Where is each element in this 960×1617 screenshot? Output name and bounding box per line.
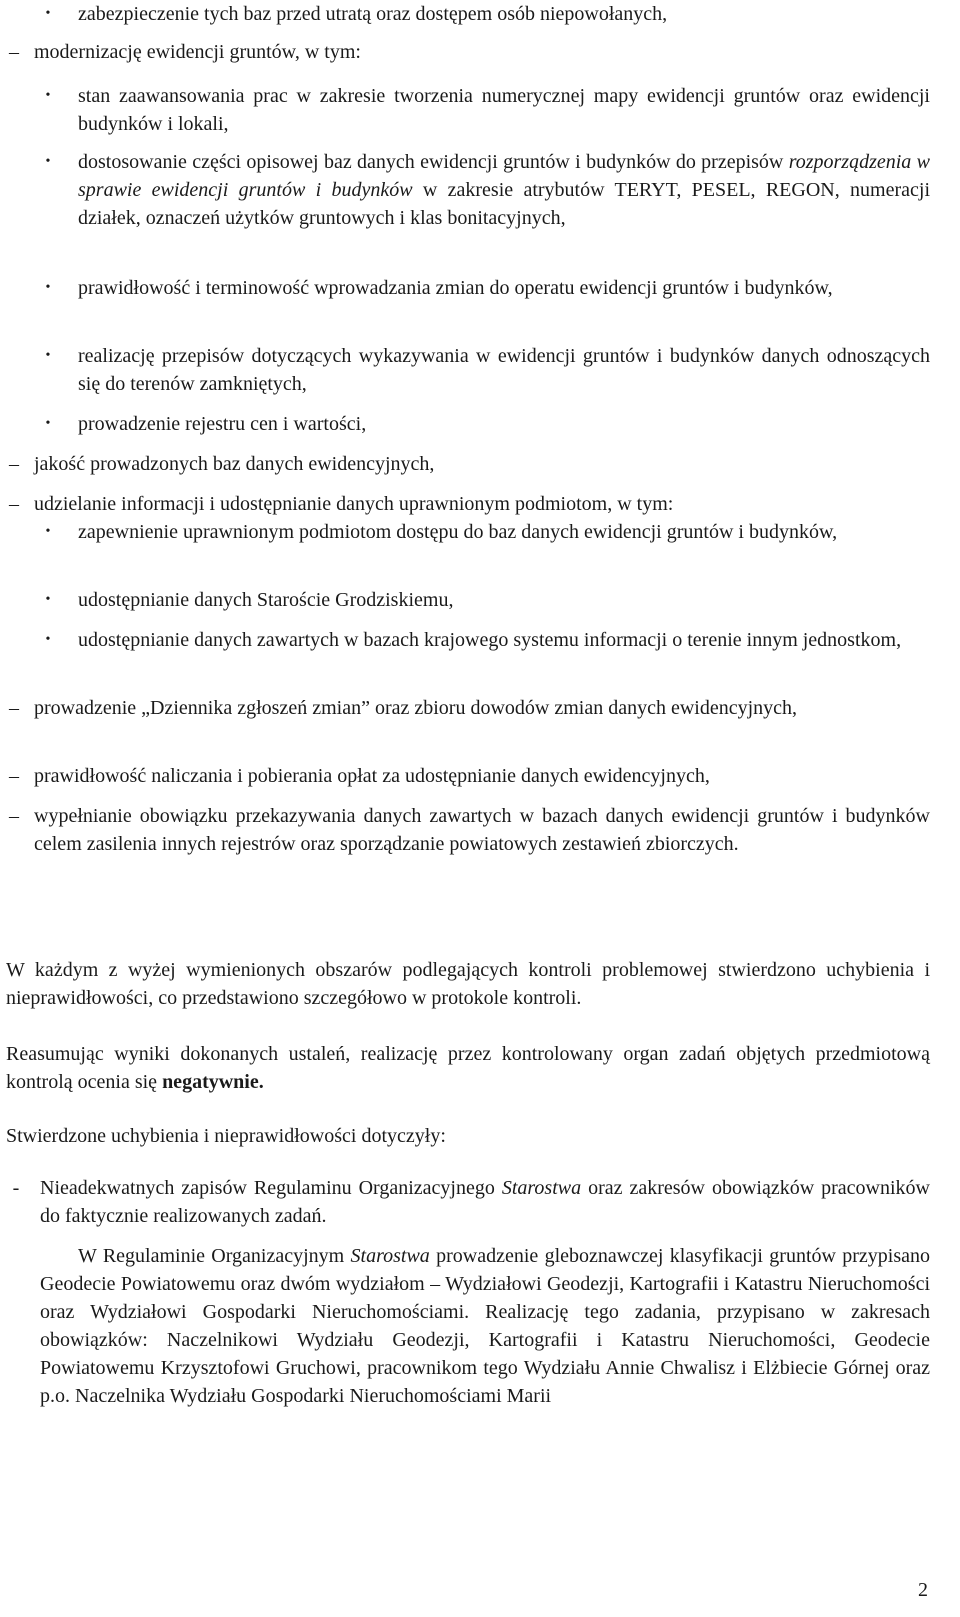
assessment-result: negatywnie. (162, 1071, 264, 1093)
list-item-text: prawidłowość naliczania i pobierania opłat za udostępnianie danych ewidencyjnych, (34, 765, 710, 787)
dash-marker: – (9, 765, 19, 787)
list-item-text: stan zaawansowania prac w zakresie tworzenia numerycznej mapy ewidencji gruntów oraz ewidencji budynków i lokali, (78, 85, 930, 135)
bullet-marker: • (45, 416, 51, 431)
dash-marker: – (9, 697, 19, 719)
page-number: 2 (918, 1579, 928, 1601)
list-item (45, 148, 931, 232)
list-item (9, 38, 930, 66)
summary-paragraph (6, 956, 930, 1012)
bullet-marker: • (45, 632, 51, 647)
bullet-marker: • (45, 154, 51, 169)
list-item (45, 274, 930, 302)
list-item (45, 586, 930, 614)
list-item-text: udzielanie informacji i udostępnianie danych uprawnionym podmiotom, w tym: (34, 493, 674, 515)
finding-item (12, 1174, 930, 1230)
list-item-text: zabezpieczenie tych baz przed utratą oraz dostępem osób niepowołanych, (78, 3, 668, 25)
finding-text: oraz zakresów obowiązków pracowników do faktycznie realizowanych zadań. (40, 1177, 930, 1227)
hyphen-marker: - (12, 1177, 20, 1199)
dash-marker: – (9, 493, 19, 515)
bullet-marker: • (45, 6, 51, 21)
dash-marker: – (9, 805, 19, 827)
bullet-marker: • (45, 280, 51, 295)
list-item (45, 518, 930, 546)
list-item-text: zapewnienie uprawnionym podmiotom dostępu do baz danych ewidencji gruntów i budynków, (78, 521, 838, 543)
list-item (9, 694, 930, 722)
regulation-title: rozporządzenia w sprawie ewidencji gruntów i budynków (78, 151, 930, 201)
list-item-text: realizację przepisów dotyczących wykazywania w ewidencji gruntów i budynków danych odnoszących się do terenów zamkniętych, (78, 345, 930, 395)
list-item (45, 410, 930, 438)
list-item-text: prawidłowość i terminowość wprowadzania zmian do operatu ewidencji gruntów i budynków, (78, 277, 833, 299)
list-item (9, 762, 930, 790)
list-item (9, 450, 930, 478)
paragraph-text: W Regulaminie Organizacyjnym (78, 1245, 351, 1267)
bullet-marker: • (45, 592, 51, 607)
list-item-text: wypełnianie obowiązku przekazywania danych zawartych w bazach danych ewidencji gruntów i budynków celem zasilenia innych rejestrów oraz sporządzanie powiatowych zestawień zbiorczych. (34, 805, 930, 855)
list-item (45, 342, 930, 398)
list-item (45, 82, 930, 138)
list-item (45, 626, 930, 654)
findings-intro (6, 1122, 930, 1150)
detail-italic: Starostwa (350, 1245, 430, 1267)
detail-paragraph (40, 1242, 930, 1410)
list-item-text: prowadzenie rejestru cen i wartości, (78, 413, 367, 435)
list-item (9, 490, 930, 518)
finding-italic: Starostwa (501, 1177, 582, 1199)
list-item (9, 802, 930, 858)
list-item-text: modernizację ewidencji gruntów, w tym: (34, 41, 361, 63)
bullet-marker: • (45, 348, 51, 363)
dash-marker: – (9, 453, 19, 475)
paragraph-text: prowadzenie gleboznawczej klasyfikacji gruntów przypisano Geodecie Powiatowemu oraz dwóm wydziałom – Wydziałowi Geodezji, Kartografii i Katastru Nieruchomości oraz Wydziałowi Gospodarki Nieruchomościami. Realizację tego zadania, przypisano w zakresach obowiązków: Naczelnikowi Wydziału Geodezji, Kartografii i Katastru Nieruchomości, Geodecie Powiatowemu Krzysztofowi Gruchowi, pracownikom tego Wydziału Annie Chwalisz i Elżbiecie Górnej oraz p.o. Naczelnika Wydziału Gospodarki Nieruchomościami Marii (40, 1245, 930, 1407)
paragraph-text: Stwierdzone uchybienia i nieprawidłowości dotyczyły: (6, 1125, 446, 1147)
list-item-text: udostępnianie danych zawartych w bazach krajowego systemu informacji o terenie innym jednostkom, (78, 629, 902, 651)
list-item-text: dostosowanie części opisowej baz danych ewidencji gruntów i budynków do przepisów (78, 151, 789, 173)
dash-marker: – (9, 41, 19, 63)
list-item-text: prowadzenie „Dziennika zgłoszeń zmian” oraz zbioru dowodów zmian danych ewidencyjnych, (34, 697, 798, 719)
assessment-paragraph (6, 1040, 930, 1096)
list-item-text: jakość prowadzonych baz danych ewidencyjnych, (34, 453, 435, 475)
paragraph-text: Reasumując wyniki dokonanych ustaleń, realizację przez kontrolowany organ zadań objętych przedmiotową kontrolą ocenia się (6, 1043, 930, 1093)
list-item-text: udostępnianie danych Staroście Grodziskiemu, (78, 589, 454, 611)
bullet-marker: • (45, 88, 51, 103)
finding-text: Nieadekwatnych zapisów Regulaminu Organizacyjnego (40, 1177, 502, 1199)
paragraph-text: W każdym z wyżej wymienionych obszarów podlegających kontroli problemowej stwierdzono uchybienia i nieprawidłowości, co przedstawiono szczegółowo w protokole kontroli. (6, 959, 930, 1009)
bullet-marker: • (45, 524, 51, 539)
list-item-text: w zakresie atrybutów TERYT, PESEL, REGON, numeracji działek, oznaczeń użytków gruntowych i klas bonitacyjnych, (78, 179, 931, 229)
list-item (45, 0, 930, 28)
